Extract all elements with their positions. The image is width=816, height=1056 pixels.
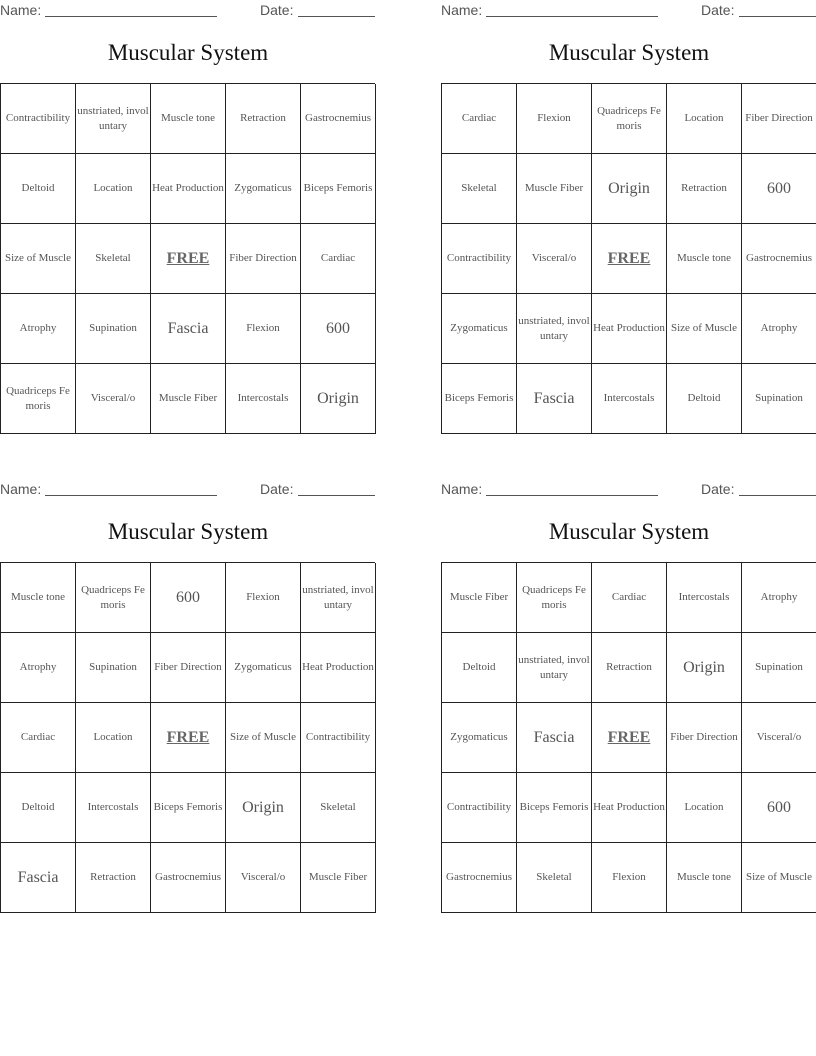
name-label: Name:	[441, 2, 483, 18]
cell-text: Skeletal	[95, 252, 131, 264]
bingo-grid	[0, 562, 375, 913]
cell-text: Biceps Femoris	[444, 392, 514, 404]
bingo-cell	[1, 843, 76, 913]
bingo-cell	[226, 563, 301, 633]
cell-text: Contractibility	[446, 801, 512, 813]
cell-text: Gastrocnemius	[305, 112, 371, 124]
bingo-cell	[1, 294, 76, 364]
card-header	[441, 0, 816, 20]
bingo-cell	[667, 773, 742, 843]
cell-text: Atrophy	[19, 661, 57, 673]
cell-text: Skeletal	[320, 801, 356, 813]
name-label: Name:	[0, 2, 42, 18]
bingo-cell	[226, 364, 301, 434]
cell-text: Intercostals	[87, 801, 139, 813]
bingo-cell	[226, 703, 301, 773]
bingo-cell	[667, 703, 742, 773]
bingo-cell	[742, 154, 816, 224]
cell-text: Fiber Direction	[229, 252, 297, 264]
bingo-cell	[517, 294, 592, 364]
cell-text: Gastrocnemius	[446, 871, 512, 883]
bingo-cell	[442, 84, 517, 154]
cell-text: Location	[93, 731, 133, 743]
bingo-cell	[301, 224, 376, 294]
bingo-cell	[592, 154, 667, 224]
bingo-cell	[301, 84, 376, 154]
bingo-cell	[742, 703, 816, 773]
cell-text: Supination	[755, 392, 803, 404]
card-header	[0, 0, 376, 20]
bingo-cell	[301, 294, 376, 364]
bingo-cell	[1, 633, 76, 703]
free-space	[151, 224, 226, 294]
bingo-cell	[592, 84, 667, 154]
bingo-cell	[1, 563, 76, 633]
cell-text: Heat Production	[302, 661, 374, 673]
bingo-card-1	[0, 0, 376, 440]
cell-text: Retraction	[606, 661, 652, 673]
cell-text: Zygomaticus	[234, 182, 292, 194]
cell-text: Cardiac	[20, 731, 56, 743]
cell-text: Muscle tone	[160, 112, 216, 124]
cell-text: 600	[767, 799, 791, 816]
bingo-cell	[742, 84, 816, 154]
bingo-cell	[301, 703, 376, 773]
cell-text: FREE	[166, 729, 210, 746]
cell-text: Skeletal	[461, 182, 497, 194]
bingo-cell	[517, 364, 592, 434]
bingo-cell	[742, 843, 816, 913]
bingo-cell	[517, 703, 592, 773]
name-line[interactable]	[486, 16, 658, 17]
cell-text: Origin	[242, 799, 284, 816]
cell-text: Quadriceps Femoris	[522, 583, 586, 611]
bingo-cell	[742, 294, 816, 364]
bingo-cell	[76, 773, 151, 843]
cell-text: Origin	[317, 390, 359, 407]
name-label: Name:	[0, 481, 42, 497]
bingo-cell	[592, 294, 667, 364]
bingo-cell	[442, 633, 517, 703]
bingo-cell	[76, 563, 151, 633]
cell-text: Deltoid	[21, 182, 55, 194]
bingo-cell	[76, 703, 151, 773]
cell-text: Quadriceps Femoris	[6, 384, 70, 412]
cell-text: unstriated, involuntary	[518, 314, 590, 342]
bingo-cell	[592, 843, 667, 913]
bingo-cell	[151, 773, 226, 843]
cell-text: Fiber Direction	[670, 731, 738, 743]
bingo-grid	[441, 562, 816, 913]
bingo-cell	[151, 563, 226, 633]
bingo-cell	[226, 154, 301, 224]
cell-text: Size of Muscle	[746, 871, 812, 883]
date-line[interactable]	[739, 16, 816, 17]
bingo-cell	[592, 364, 667, 434]
name-label: Name:	[441, 481, 483, 497]
cell-text: Atrophy	[19, 322, 57, 334]
date-label: Date:	[260, 2, 294, 18]
bingo-cell	[442, 773, 517, 843]
bingo-cell	[76, 154, 151, 224]
bingo-cell	[301, 364, 376, 434]
bingo-cell	[742, 633, 816, 703]
cell-text: Location	[684, 801, 724, 813]
bingo-cell	[301, 633, 376, 703]
bingo-cell	[151, 294, 226, 364]
cell-text: Heat Production	[152, 182, 224, 194]
bingo-cell	[442, 294, 517, 364]
bingo-cell	[76, 294, 151, 364]
cell-text: Size of Muscle	[5, 252, 71, 264]
date-line[interactable]	[739, 495, 816, 496]
cell-text: Flexion	[246, 322, 280, 334]
bingo-cell	[517, 563, 592, 633]
free-space	[592, 703, 667, 773]
bingo-cell	[667, 364, 742, 434]
bingo-cell	[1, 154, 76, 224]
cell-text: Biceps Femoris	[153, 801, 223, 813]
bingo-cell	[301, 773, 376, 843]
cell-text: Contractibility	[305, 731, 371, 743]
cell-text: Atrophy	[760, 591, 798, 603]
bingo-cell	[151, 633, 226, 703]
cell-text: Biceps Femoris	[303, 182, 373, 194]
cell-text: Visceral/o	[756, 731, 802, 743]
card-title: Muscular System	[107, 519, 269, 544]
cell-text: Zygomaticus	[450, 731, 508, 743]
cell-text: Cardiac	[320, 252, 356, 264]
cell-text: Heat Production	[593, 801, 665, 813]
bingo-cell	[151, 84, 226, 154]
bingo-grid	[0, 83, 375, 434]
cell-text: 600	[767, 180, 791, 197]
bingo-cell	[1, 84, 76, 154]
cell-text: Muscle tone	[676, 871, 732, 883]
bingo-cell	[667, 843, 742, 913]
date-line[interactable]	[298, 495, 375, 496]
cell-text: Intercostals	[603, 392, 655, 404]
bingo-cell	[1, 773, 76, 843]
cell-text: FREE	[166, 250, 210, 267]
bingo-cell	[592, 773, 667, 843]
bingo-cell	[667, 224, 742, 294]
bingo-cell	[517, 154, 592, 224]
bingo-cell	[151, 364, 226, 434]
bingo-cell	[442, 224, 517, 294]
date-label: Date:	[260, 481, 294, 497]
bingo-cell	[1, 224, 76, 294]
cell-text: Flexion	[537, 112, 571, 124]
cell-text: Size of Muscle	[230, 731, 296, 743]
bingo-cell	[517, 224, 592, 294]
bingo-cell	[517, 84, 592, 154]
bingo-cell	[1, 364, 76, 434]
card-title: Muscular System	[548, 519, 710, 544]
bingo-cell	[517, 773, 592, 843]
cell-text: Zygomaticus	[450, 322, 508, 334]
cell-text: Muscle Fiber	[158, 392, 218, 404]
cell-text: Muscle tone	[676, 252, 732, 264]
cell-text: Quadriceps Femoris	[597, 104, 661, 132]
bingo-cell	[226, 294, 301, 364]
name-line[interactable]	[45, 495, 217, 496]
cell-text: Location	[684, 112, 724, 124]
name-line[interactable]	[486, 495, 658, 496]
cell-text: Muscle tone	[10, 591, 66, 603]
cell-text: Visceral/o	[531, 252, 577, 264]
bingo-cell	[667, 84, 742, 154]
bingo-cell	[76, 224, 151, 294]
cell-text: Supination	[89, 322, 137, 334]
bingo-cell	[301, 154, 376, 224]
bingo-cell	[442, 703, 517, 773]
bingo-cell	[517, 633, 592, 703]
cell-text: Quadriceps Femoris	[81, 583, 145, 611]
bingo-cell	[226, 84, 301, 154]
cell-text: Muscle Fiber	[524, 182, 584, 194]
cell-text: 600	[326, 320, 350, 337]
cell-text: Size of Muscle	[671, 322, 737, 334]
cell-text: Zygomaticus	[234, 661, 292, 673]
date-line[interactable]	[298, 16, 375, 17]
bingo-cell	[442, 843, 517, 913]
cell-text: unstriated, involuntary	[302, 583, 374, 611]
free-space	[592, 224, 667, 294]
bingo-cell	[226, 773, 301, 843]
bingo-cell	[592, 633, 667, 703]
date-label: Date:	[701, 2, 735, 18]
cell-text: Origin	[608, 180, 650, 197]
bingo-cell	[592, 563, 667, 633]
free-space	[151, 703, 226, 773]
bingo-cell	[742, 364, 816, 434]
cell-text: Visceral/o	[90, 392, 136, 404]
bingo-cell	[76, 364, 151, 434]
bingo-cell	[226, 224, 301, 294]
bingo-cell	[742, 224, 816, 294]
cell-text: Visceral/o	[240, 871, 286, 883]
cell-text: Cardiac	[461, 112, 497, 124]
cell-text: Atrophy	[760, 322, 798, 334]
bingo-cell	[742, 563, 816, 633]
bingo-cell	[667, 563, 742, 633]
cell-text: Flexion	[612, 871, 646, 883]
cell-text: Contractibility	[5, 112, 71, 124]
cell-text: Intercostals	[237, 392, 289, 404]
cell-text: Fascia	[533, 390, 575, 407]
cell-text: Muscle Fiber	[308, 871, 368, 883]
cell-text: Flexion	[246, 591, 280, 603]
bingo-cell	[76, 84, 151, 154]
cell-text: Fascia	[17, 869, 59, 886]
bingo-cell	[226, 843, 301, 913]
bingo-cell	[76, 843, 151, 913]
cell-text: Retraction	[240, 112, 286, 124]
bingo-card-3	[0, 479, 376, 919]
cell-text: Location	[93, 182, 133, 194]
bingo-cell	[76, 633, 151, 703]
cell-text: Muscle Fiber	[449, 591, 509, 603]
bingo-cell	[667, 633, 742, 703]
cell-text: FREE	[607, 729, 651, 746]
cell-text: Biceps Femoris	[519, 801, 589, 813]
cell-text: Supination	[755, 661, 803, 673]
card-title: Muscular System	[107, 40, 269, 65]
bingo-cell	[301, 563, 376, 633]
cell-text: Gastrocnemius	[155, 871, 221, 883]
bingo-card-2	[441, 0, 816, 440]
bingo-cell	[151, 843, 226, 913]
cell-text: Retraction	[90, 871, 136, 883]
card-header	[441, 479, 816, 499]
bingo-cell	[442, 364, 517, 434]
card-title: Muscular System	[548, 40, 710, 65]
bingo-cell	[442, 154, 517, 224]
cell-text: Fascia	[533, 729, 575, 746]
cell-text: Deltoid	[21, 801, 55, 813]
cell-text: FREE	[607, 250, 651, 267]
bingo-cell	[517, 843, 592, 913]
bingo-cell	[442, 563, 517, 633]
cell-text: Fascia	[167, 320, 209, 337]
bingo-cell	[742, 773, 816, 843]
bingo-cell	[226, 633, 301, 703]
cell-text: Origin	[683, 659, 725, 676]
cell-text: Deltoid	[462, 661, 496, 673]
cell-text: Skeletal	[536, 871, 572, 883]
cell-text: Intercostals	[678, 591, 730, 603]
bingo-card-4	[441, 479, 816, 919]
bingo-grid	[441, 83, 816, 434]
card-header	[0, 479, 376, 499]
name-line[interactable]	[45, 16, 217, 17]
cell-text: Heat Production	[593, 322, 665, 334]
cell-text: Supination	[89, 661, 137, 673]
cell-text: Gastrocnemius	[746, 252, 812, 264]
bingo-cell	[667, 154, 742, 224]
cell-text: unstriated, involuntary	[77, 104, 149, 132]
cell-text: Fiber Direction	[745, 112, 813, 124]
bingo-cell	[667, 294, 742, 364]
cell-text: Deltoid	[687, 392, 721, 404]
bingo-cell	[151, 154, 226, 224]
cell-text: Retraction	[681, 182, 727, 194]
bingo-cell	[1, 703, 76, 773]
bingo-cell	[301, 843, 376, 913]
cell-text: unstriated, involuntary	[518, 653, 590, 681]
cell-text: Fiber Direction	[154, 661, 222, 673]
cell-text: 600	[176, 589, 200, 606]
cell-text: Cardiac	[611, 591, 647, 603]
date-label: Date:	[701, 481, 735, 497]
cell-text: Contractibility	[446, 252, 512, 264]
